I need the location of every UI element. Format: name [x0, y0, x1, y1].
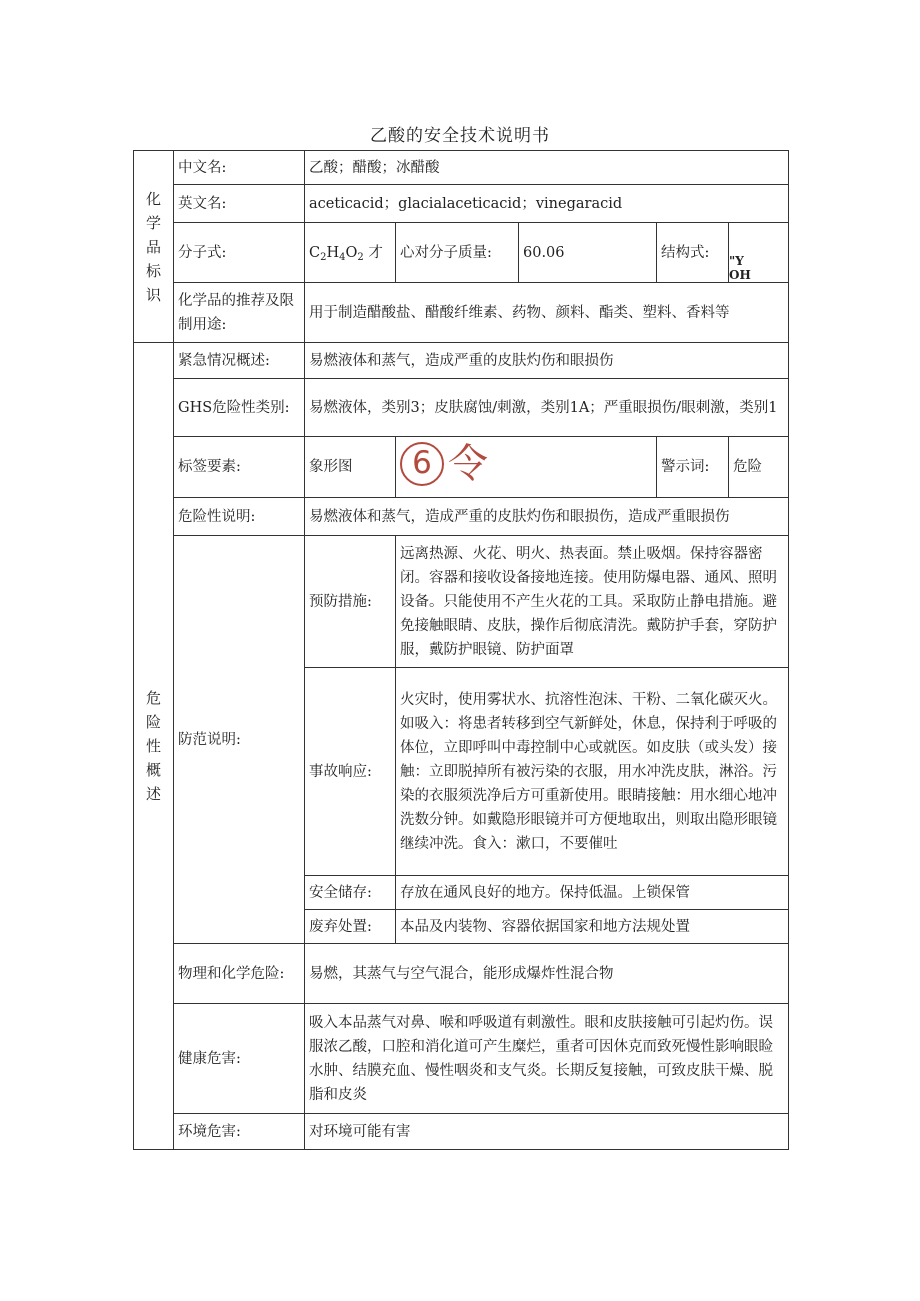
pictogram-label: 象形图 — [305, 437, 396, 498]
precaution-label: 防范说明: — [174, 536, 305, 944]
row-use — [134, 283, 789, 343]
page-title: 乙酸的安全技术说明书 — [370, 126, 550, 146]
ghs-label: GHS危险性类别: — [174, 379, 305, 437]
physchem-label: 物理和化学危险: — [174, 944, 305, 1004]
structure-value — [729, 223, 789, 283]
section-hazard-label — [134, 343, 174, 1150]
row-physchem — [134, 944, 789, 1004]
en-name-label: 英文名: — [174, 185, 305, 223]
env-value: 对环境可能有害 — [305, 1114, 789, 1150]
formula-part: 才 — [363, 244, 383, 261]
section-char: 标 — [145, 261, 161, 280]
use-value: 用于制造醋酸盐、醋酸纤维素、药物、颜料、酯类、塑料、香料等 — [305, 283, 789, 343]
section-char: 性 — [145, 737, 161, 755]
physchem-value: 易燃，其蒸气与空气混合，能形成爆炸性混合物 — [305, 944, 789, 1004]
formula-label: 分子式: — [174, 223, 305, 283]
corrosive-pictogram-icon: 6 — [400, 442, 444, 486]
section-char: 险 — [145, 713, 161, 731]
row-ghs — [134, 379, 789, 437]
section-char: 化 — [145, 189, 161, 208]
section-char: 学 — [145, 213, 161, 232]
formula-value — [305, 223, 396, 283]
hazard-statement-value: 易燃液体和蒸气，造成严重的皮肤灼伤和眼损伤，造成严重眼损伤 — [305, 498, 789, 536]
disposal-value: 本品及内装物、容器依据国家和地方法规处置 — [396, 910, 789, 944]
env-label: 环境危害: — [174, 1114, 305, 1150]
use-label: 化学品的推荐及限制用途: — [174, 283, 305, 343]
emergency-label: 紧急情况概述: — [174, 343, 305, 379]
cn-name-value: 乙酸；醋酸；冰醋酸 — [305, 151, 789, 185]
flame-pictogram-icon: 令 — [448, 441, 488, 487]
emergency-value: 易燃液体和蒸气，造成严重的皮肤灼伤和眼损伤 — [305, 343, 789, 379]
ghs-value: 易燃液体，类别3；皮肤腐蚀/刺激，类别1A；严重眼损伤/眼刺激，类别1 — [305, 379, 789, 437]
section-identification-label — [134, 151, 174, 343]
storage-label: 安全储存: — [305, 876, 396, 910]
row-en-name — [134, 185, 789, 223]
storage-value: 存放在通风良好的地方。保持低温。上锁保管 — [396, 876, 789, 910]
molecular-mass-label: 心对分子质量: — [396, 223, 519, 283]
row-emergency — [134, 343, 789, 379]
formula-part: O — [345, 244, 358, 261]
pictogram-area — [396, 437, 657, 498]
row-health — [134, 1004, 789, 1114]
formula-part: 2 — [357, 251, 364, 263]
hazard-statement-label: 危险性说明: — [174, 498, 305, 536]
disposal-label: 废弃处置: — [305, 910, 396, 944]
response-value: 火灾时，使用雾状水、抗溶性泡沫、干粉、二氧化碳灭火。如吸入：将患者转移到空气新鲜处，休息，保持利于呼吸的体位，立即呼叫中毒控制中心或就医。如皮肤（或头发）接触：立即脱掉所有被污染的衣服，用水冲洗皮肤，淋浴。污染的衣服须洗净后方可重新使用。眼睛接触：用水细心地冲洗数分钟。如戴隐形眼镜并可方便地取出，则取出隐形眼镜继续冲洗。食入：漱口，不要催吐 — [396, 668, 789, 876]
structure-formula: "Y OH — [729, 254, 751, 282]
health-label: 健康危害: — [174, 1004, 305, 1114]
signal-word-label: 警示词: — [657, 437, 729, 498]
row-prevention — [134, 536, 789, 668]
row-cn-name — [134, 151, 789, 185]
safety-data-table — [133, 150, 789, 1150]
section-char: 述 — [145, 785, 161, 803]
label-elements-label: 标签要素: — [174, 437, 305, 498]
formula-part: C — [309, 244, 321, 261]
section-char: 危 — [145, 689, 161, 707]
row-label-elements — [134, 437, 789, 498]
section-char: 识 — [145, 285, 161, 304]
formula-part: H — [326, 244, 340, 261]
signal-word-value: 危险 — [729, 437, 789, 498]
health-value: 吸入本品蒸气对鼻、喉和呼吸道有刺激性。眼和皮肤接触可引起灼伤。误服浓乙酸，口腔和消化道可产生糜烂，重者可因休克而致死慢性影响眼睑水肿、结膜充血、慢性咽炎和支气炎。长期反复接触，可致皮肤干燥、脱脂和皮炎 — [305, 1004, 789, 1114]
prevention-label: 预防措施: — [305, 536, 396, 668]
cn-name-label: 中文名: — [174, 151, 305, 185]
row-environment — [134, 1114, 789, 1150]
row-formula — [134, 223, 789, 283]
section-char: 品 — [145, 237, 161, 256]
formula-part: 4 — [339, 251, 346, 263]
prevention-value: 远离热源、火花、明火、热表面。禁止吸烟。保持容器密闭。容器和接收设备接地连接。使用防爆电器、通风、照明设备。只能使用不产生火花的工具。采取防止静电措施。避免接触眼睛、皮肤，操作后彻底清洗。戴防护手套，穿防护服，戴防护眼镜、防护面罩 — [396, 536, 789, 668]
molecular-mass-value: 60.06 — [519, 223, 657, 283]
section-char: 概 — [145, 761, 161, 779]
row-hazard-statement — [134, 498, 789, 536]
en-name-value: aceticacid；glacialaceticacid；vinegaracid — [305, 185, 789, 223]
formula-part: 2 — [320, 251, 327, 263]
response-label: 事故响应: — [305, 668, 396, 876]
structure-label: 结构式: — [657, 223, 729, 283]
